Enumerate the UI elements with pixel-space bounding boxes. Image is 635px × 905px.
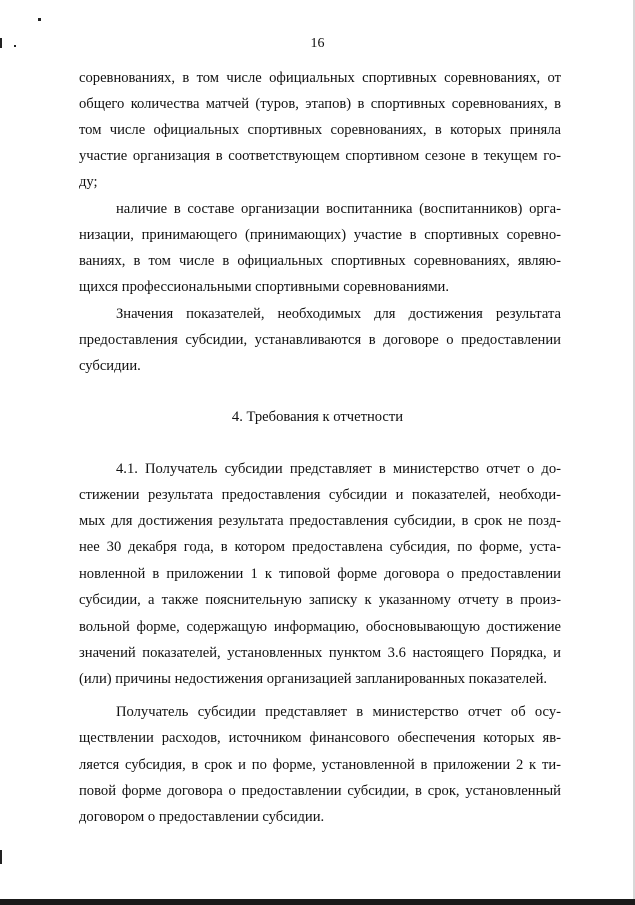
paragraph-line: низации, принимающего (принимающих) участие в спортивных соревно- <box>79 227 561 243</box>
page-number: 16 <box>310 36 325 51</box>
paragraph-line: Значения показателей, необходимых для достижения результата <box>116 306 561 322</box>
paragraph-line: предоставления субсидии, устанавливаются в договоре о предоставлении <box>79 332 561 348</box>
paragraph-line: Получатель субсидии представляет в министерство отчет об осу- <box>116 704 561 720</box>
paragraph-line: мых для достижения результата предоставления субсидии, в срок не позд- <box>79 513 561 529</box>
paragraph-line: нее 30 декабря года, в котором предоставлена субсидия, по форме, уста- <box>79 539 561 555</box>
paragraph-line: наличие в составе организации воспитанника (воспитанников) орга- <box>116 201 561 217</box>
paragraph-line: новленной в приложении 1 к типовой форме договора о предоставлении <box>79 566 561 582</box>
paragraph-line: повой форме договора о предоставлении субсидии, в срок, установленный <box>79 783 561 799</box>
paragraph-line: субсидии. <box>79 358 141 374</box>
paragraph-line: общего количества матчей (туров, этапов) в спортивных соревнованиях, в <box>79 96 561 112</box>
paragraph-line: участие организация в соответствующем спортивном сезоне в текущем го- <box>79 148 561 164</box>
paragraph-line: вольной форме, содержащую информацию, обосновывающую достижение <box>79 619 561 635</box>
paragraph-line: стижении результата предоставления субсидии и показателей, необходи- <box>79 487 561 503</box>
paragraph-line: договором о предоставлении субсидии. <box>79 809 325 825</box>
paragraph-line: ществлении расходов, источником финансового обеспечения которых яв- <box>79 730 561 746</box>
scan-mark-edge <box>0 850 2 864</box>
paragraph-line: ваниях, в том числе в официальных спортивных соревнованиях, являю- <box>79 253 561 269</box>
section-heading: 4. Требования к отчетности <box>231 409 404 425</box>
paragraph-line: соревнованиях, в том числе официальных спортивных соревнованиях, от <box>79 70 561 86</box>
paragraph-line: ляется субсидия, в срок и по форме, установленной в приложении 2 к ти- <box>79 757 561 773</box>
paragraph-line: субсидии, а также пояснительную записку к указанному отчету в произ- <box>79 592 561 608</box>
scan-mark-dot <box>38 18 41 21</box>
scan-bottom-edge <box>0 899 635 905</box>
paragraph-line: значений показателей, установленных пунктом 3.6 настоящего Порядка, и <box>79 645 561 661</box>
paragraph-line: ду; <box>79 174 98 190</box>
paragraph-line: 4.1. Получатель субсидии представляет в министерство отчет о до- <box>116 461 561 477</box>
paragraph-line: том числе официальных спортивных соревнованиях, в которых приняла <box>79 122 561 138</box>
paragraph-line: (или) причины недостижения организацией запланированных показателей. <box>79 671 548 687</box>
paragraph-line: щихся профессиональными спортивными соревнованиями. <box>79 279 450 295</box>
